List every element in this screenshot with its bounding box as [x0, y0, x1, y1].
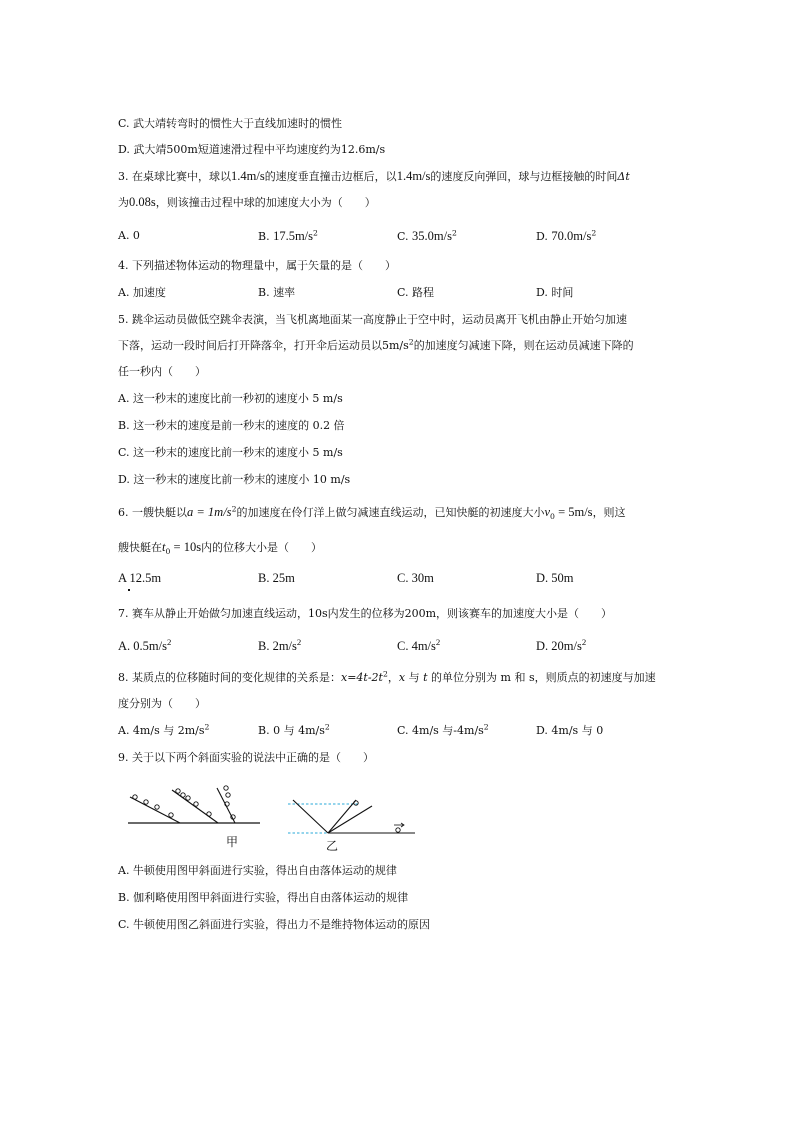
q9-option-c: C. 牛顿使用图乙斜面进行实验，得出力不是维持物体运动的原因 [118, 918, 431, 931]
option-d-prev: D. 武大靖500m短道速滑过程中平均速度约为12.6m/s [118, 143, 386, 156]
option-c-prev: C. 武大靖转弯时的惯性大于直线加速时的惯性 [118, 117, 343, 130]
incline-experiment-figure [120, 780, 420, 855]
q6-option-c: C. 30m [397, 571, 434, 585]
figure-label-jia: 甲 [226, 835, 239, 849]
q7-option-c: C. $4m/s^2$ [397, 636, 441, 653]
q4-option-a: A. 加速度 [118, 286, 166, 299]
q4-option-c: C. 路程 [397, 286, 435, 299]
q6-option-b: B. 25m [258, 571, 295, 585]
question-6-line2: 艘快艇在$t_0 = 10s$内的位移大小是（ ） [118, 540, 323, 557]
q8-option-d: D. 4m/s 与 0 [536, 724, 604, 737]
q7-option-b: B. $2m/s^2$ [258, 636, 302, 653]
q5-option-b: B. 这一秒末的速度是前一秒末的速度的 0.2 倍 [118, 419, 345, 432]
q5-option-a: A. 这一秒末的速度比前一秒初的速度小 5 m/s [118, 392, 343, 405]
question-5-line2: 下落，运动一段时间后打开降落伞，打开伞后运动员以$5m/s^2$的加速度匀减速下降，则在运动员减速下降的 [118, 337, 634, 352]
question-7: 7. 赛车从静止开始做匀加速直线运动，10s内发生的位移为200m，则该赛车的加速度大小是（ ） [118, 607, 613, 620]
q7-option-a: A. $0.5m/s^2$ [118, 636, 172, 653]
question-8-line1: 8. 某质点的位移随时间的变化规律的关系是：$x=4t-2t^2$，x 与 t 的单位分别为 m 和 s，则质点的初速度与加速 [118, 669, 656, 684]
q9-option-a: A. 牛顿使用图甲斜面进行实验，得出自由落体运动的规律 [118, 864, 397, 877]
q3-option-b: B. $17.5m/s^2$ [258, 228, 318, 243]
q9-option-b: B. 伽利略使用图甲斜面进行实验，得出自由落体运动的规律 [118, 891, 409, 904]
q4-option-b: B. 速率 [258, 286, 296, 299]
q3-option-c: C. $35.0m/s^2$ [397, 228, 457, 243]
q8-option-a: A. 4m/s 与 $2m/s^2$ [118, 722, 210, 737]
question-9: 9. 关于以下两个斜面实验的说法中正确的是（ ） [118, 751, 374, 764]
figure-label-yi: 乙 [326, 839, 339, 853]
q5-option-d: D. 这一秒末的速度比前一秒末的速度小 10 m/s [118, 473, 351, 486]
question-4: 4. 下列描述物体运动的物理量中，属于矢量的是（ ） [118, 259, 396, 272]
question-5-line1: 5. 跳伞运动员做低空跳伞表演，当飞机离地面某一高度静止于空中时，运动员离开飞机由静止开始匀加速 [118, 313, 627, 326]
q3-option-a: A. 0 [118, 229, 140, 242]
question-6-line1: 6. 一艘快艇以$a = 1m/s^2$的加速度在伶仃洋上做匀减速直线运动，已知快艇的初速度大小$v_0 = 5m/s$，则这 [118, 504, 626, 522]
q8-option-b: B. 0 与 $4m/s^2$ [258, 722, 330, 737]
q5-option-c: C. 这一秒末的速度比前一秒末的速度小 5 m/s [118, 446, 343, 459]
question-8-line2: 度分别为（ ） [118, 697, 206, 710]
q6-option-a: A 12.5m [118, 571, 162, 585]
q4-option-d: D. 时间 [536, 286, 574, 299]
q6-option-d: D. 50m [536, 571, 574, 585]
question-3-line2: 为0.08s，则该撞击过程中球的加速度大小为（ ） [118, 195, 376, 209]
q3-option-d: D. $70.0m/s^2$ [536, 228, 597, 243]
question-3-line1: 3. 在桌球比赛中，球以1.4m/s的速度垂直撞击边框后，以1.4m/s的速度反向弹回，球与边框接触的时间Δt [118, 169, 630, 183]
question-5-line3: 任一秒内（ ） [118, 365, 206, 378]
q7-option-d: D. $20m/s^2$ [536, 636, 587, 653]
q8-option-c: C. 4m/s 与$-4m/s^2$ [397, 722, 489, 737]
stray-dot [128, 589, 130, 591]
